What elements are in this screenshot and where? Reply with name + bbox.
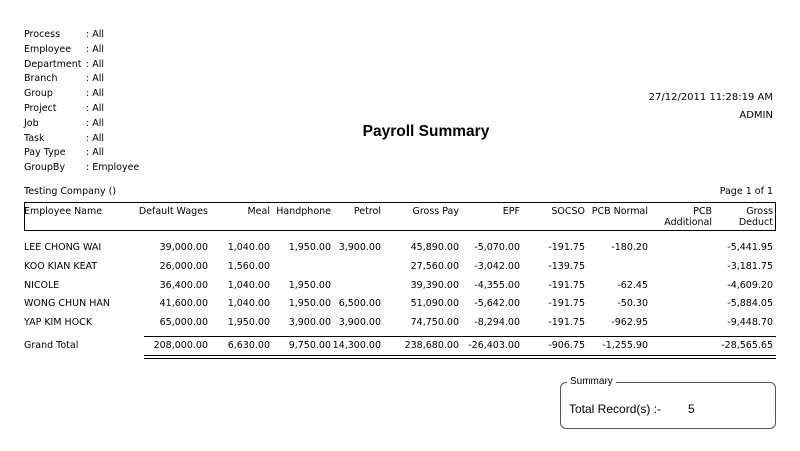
default-wages-cell: 65,000.00 — [159, 317, 208, 328]
gross-pay-cell: 39,390.00 — [410, 280, 459, 291]
epf-total: -26,403.00 — [468, 340, 520, 351]
filter-label: Department — [24, 58, 82, 70]
default-wages-header: Default Wages — [138, 206, 208, 217]
header-bottom-rule — [24, 230, 776, 231]
petrol-total: 14,300.00 — [332, 340, 381, 351]
filter-label: Job — [24, 117, 39, 129]
employee-name-header: Employee Name — [24, 206, 103, 217]
petrol-cell: 3,900.00 — [338, 242, 381, 253]
filter-label: Process — [24, 29, 61, 40]
gross-pay-cell: 45,890.00 — [410, 242, 459, 253]
pcb-normal-cell: -50.30 — [617, 298, 648, 309]
gross-pay-header: Gross Pay — [412, 206, 459, 217]
gross-pay-total: 238,680.00 — [404, 340, 459, 351]
handphone-header: Handphone — [276, 206, 331, 217]
petrol-cell: 6,500.00 — [338, 298, 381, 309]
filter-row — [24, 161, 139, 176]
report-user: ADMIN — [739, 110, 773, 121]
epf-cell: -4,355.00 — [474, 280, 520, 291]
filter-value: : All — [86, 58, 104, 70]
default-wages-cell: 26,000.00 — [159, 261, 208, 272]
filter-row — [24, 28, 139, 43]
socso-total: -906.75 — [548, 340, 585, 351]
filter-label: Pay Type — [24, 147, 66, 159]
petrol-cell: 3,900.00 — [338, 317, 381, 328]
filter-value: : All — [86, 73, 104, 85]
filter-label: Group — [24, 88, 53, 100]
filter-row — [24, 146, 139, 161]
meal-total: 6,630.00 — [227, 340, 270, 351]
summary-total-value: 5 — [688, 402, 695, 416]
employee-name-cell: YAP KIM HOCK — [24, 317, 93, 328]
filter-row — [24, 58, 139, 73]
grand-total-top-rule — [144, 336, 776, 337]
filter-value: : All — [86, 132, 104, 144]
filter-row — [24, 72, 139, 87]
gross-deduct-cell: -3,181.75 — [727, 261, 773, 272]
default-wages-cell: 39,000.00 — [159, 242, 208, 253]
handphone-cell: 1,950.00 — [288, 280, 331, 291]
gross-deduct-total: -28,565.65 — [721, 340, 773, 351]
filter-value: : All — [86, 147, 104, 159]
filter-value: : Employee — [86, 162, 140, 174]
default-wages-cell: 36,400.00 — [159, 280, 208, 291]
employee-name-cell: WONG CHUN HAN — [24, 298, 110, 309]
summary-total-label: Total Record(s) :- — [569, 402, 662, 416]
filter-value: : All — [86, 102, 104, 114]
pcb-additional-header: PCB — [693, 206, 712, 217]
filter-label: Employee — [24, 43, 72, 55]
socso-cell: -139.75 — [548, 261, 585, 272]
employee-name-cell: NICOLE — [24, 280, 60, 291]
header-right-rule — [775, 202, 776, 231]
gross-deduct-cell: -5,884.05 — [727, 298, 773, 309]
meal-cell: 1,040.00 — [227, 298, 270, 309]
grand-total-double-rule-1 — [144, 355, 776, 356]
pcb-normal-cell: -962.95 — [611, 317, 648, 328]
gross-deduct-header-line2: Deduct — [738, 217, 773, 228]
epf-header: EPF — [502, 206, 520, 217]
gross-pay-cell: 74,750.00 — [410, 317, 459, 328]
report-datetime: 27/12/2011 11:28:19 AM — [648, 92, 773, 103]
gross-pay-cell: 51,090.00 — [410, 298, 459, 309]
petrol-header: Petrol — [353, 206, 381, 217]
handphone-cell: 3,900.00 — [288, 317, 331, 328]
filter-value: : All — [86, 117, 104, 129]
pcb-additional-header-line2: Additional — [664, 217, 712, 228]
socso-cell: -191.75 — [548, 280, 585, 291]
meal-cell: 1,040.00 — [227, 242, 270, 253]
filter-label: Task — [24, 132, 45, 144]
gross-deduct-cell: -9,448.70 — [727, 317, 773, 328]
epf-cell: -8,294.00 — [474, 317, 520, 328]
employee-name-total: Grand Total — [24, 340, 79, 351]
default-wages-total: 208,000.00 — [153, 340, 208, 351]
meal-cell: 1,560.00 — [227, 261, 270, 272]
filter-label: Project — [24, 102, 57, 114]
epf-cell: -3,042.00 — [474, 261, 520, 272]
company-name: Testing Company () — [24, 186, 117, 197]
socso-cell: -191.75 — [548, 298, 585, 309]
filter-row — [24, 43, 139, 58]
default-wages-cell: 41,600.00 — [159, 298, 208, 309]
epf-cell: -5,642.00 — [474, 298, 520, 309]
socso-header: SOCSO — [551, 206, 585, 217]
filter-value: : All — [86, 43, 104, 55]
epf-cell: -5,070.00 — [474, 242, 520, 253]
handphone-cell: 1,950.00 — [288, 242, 331, 253]
meal-cell: 1,040.00 — [227, 280, 270, 291]
gross-pay-cell: 27,560.00 — [410, 261, 459, 272]
handphone-total: 9,750.00 — [288, 340, 331, 351]
employee-name-cell: KOO KIAN KEAT — [24, 261, 98, 272]
filter-value: : All — [86, 88, 104, 100]
socso-cell: -191.75 — [548, 242, 585, 253]
filter-row — [24, 87, 139, 102]
page-number: Page 1 of 1 — [719, 186, 773, 197]
report-title: Payroll Summary — [362, 123, 490, 140]
filter-label: Branch — [24, 73, 58, 85]
header-top-rule — [24, 202, 776, 203]
filter-value: : All — [86, 29, 104, 40]
pcb-normal-total: -1,255.90 — [602, 340, 648, 351]
gross-deduct-cell: -5,441.95 — [727, 242, 773, 253]
pcb-normal-cell: -62.45 — [617, 280, 648, 291]
filter-label: GroupBy — [24, 162, 66, 174]
socso-cell: -191.75 — [548, 317, 585, 328]
grand-total-double-rule-2 — [144, 358, 776, 359]
employee-name-cell: LEE CHONG WAI — [24, 242, 102, 253]
pcb-normal-header: PCB Normal — [591, 206, 648, 217]
filter-row — [24, 102, 139, 117]
handphone-cell: 1,950.00 — [288, 298, 331, 309]
report-filters — [24, 28, 139, 176]
meal-header: Meal — [247, 206, 270, 217]
meal-cell: 1,950.00 — [227, 317, 270, 328]
gross-deduct-cell: -4,609.20 — [727, 280, 773, 291]
gross-deduct-header: Gross — [746, 206, 773, 217]
pcb-normal-cell: -180.20 — [611, 242, 648, 253]
summary-legend: Summary — [567, 376, 616, 387]
